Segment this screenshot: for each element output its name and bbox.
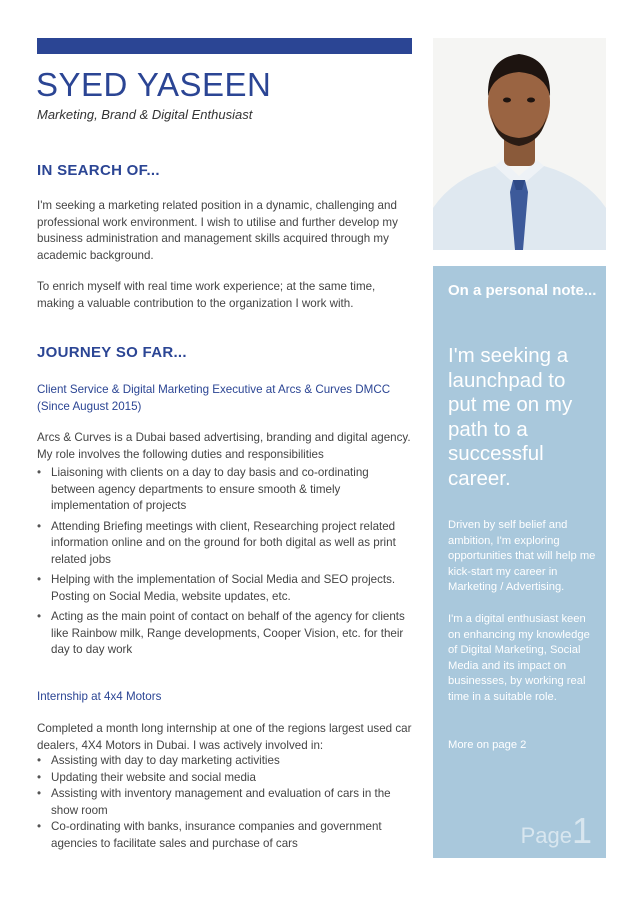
objective-paragraph-1: I'm seeking a marketing related position in a dynamic, challenging and professional work environment. I wish to utilise and further develop my business administration and management skills acquired through my academic background.: [37, 199, 398, 262]
personal-note-paragraph-2: I'm a digital enthusiast keen on enhancing my knowledge of Digital Marketing, Social Media and its impact on businesses, by working real time in a suitable role.: [448, 613, 590, 703]
job-title-arcs-curves: Client Service & Digital Marketing Executive at Arcs & Curves DMCC (Since August 2015): [37, 383, 391, 413]
personal-note-panel: [433, 266, 606, 858]
list-item: • Co-ordinating with banks, insurance companies and government agencies to facilitate sales and purchase of cars: [37, 819, 412, 852]
candidate-name: SYED YASEEN: [36, 66, 272, 103]
profile-photo: [433, 38, 606, 250]
list-item: • Attending Briefing meetings with client, Researching project related information online and on the ground for both digital as well as print related jobs: [37, 519, 412, 569]
personal-note-quote: I'm seeking a launchpad to put me on my path to a successful career.: [448, 344, 573, 490]
job-intro-4x4-motors: Completed a month long internship at one of the regions largest used car dealers, 4X4 Motors in Dubai. I was actively involved in:: [37, 722, 412, 752]
more-on-page-link: More on page 2: [448, 739, 527, 751]
job-duties-list-4x4-motors: [37, 753, 412, 852]
list-item: • Acting as the main point of contact on behalf of the agency for clients like Rainbow milk, Range developments, Cooper Vision, etc. for their day to day work: [37, 609, 412, 659]
list-item: • Updating their website and social media: [37, 770, 412, 787]
list-item: • Liaisoning with clients on a day to day basis and co-ordinating between agency departments to ensure smooth & timely implementation of projects: [37, 465, 412, 515]
list-item: • Assisting with inventory management and evaluation of cars in the show room: [37, 786, 412, 819]
section-heading-search: IN SEARCH OF...: [37, 162, 160, 179]
list-item: • Assisting with day to day marketing activities: [37, 753, 412, 770]
list-item: • Helping with the implementation of Social Media and SEO projects. Posting on Social Media, website updates, etc.: [37, 572, 412, 605]
job-title-4x4-motors: Internship at 4x4 Motors: [37, 690, 162, 703]
page-word: Page: [520, 823, 572, 848]
profile-photo-illustration: [433, 38, 606, 250]
candidate-tagline: Marketing, Brand & Digital Enthusiast: [37, 107, 253, 122]
personal-note-title: On a personal note...: [448, 282, 597, 299]
page-number: 1: [571, 810, 592, 851]
personal-note-paragraph-1: Driven by self belief and ambition, I'm exploring opportunities that will help me kick-start my career in Marketing / Advertising.: [448, 519, 596, 594]
section-heading-journey: JOURNEY SO FAR...: [37, 344, 187, 361]
job-duties-list-arcs-curves: [37, 465, 412, 659]
header-accent-bar: [37, 38, 412, 54]
objective-paragraph-2: To enrich myself with real time work experience; at the same time, making a valuable contribution to the organization I work with.: [37, 280, 376, 310]
job-intro-arcs-curves: Arcs & Curves is a Dubai based advertising, branding and digital agency. My role involves the following duties and responsibilities: [37, 431, 411, 461]
page-number-label: [521, 810, 592, 852]
